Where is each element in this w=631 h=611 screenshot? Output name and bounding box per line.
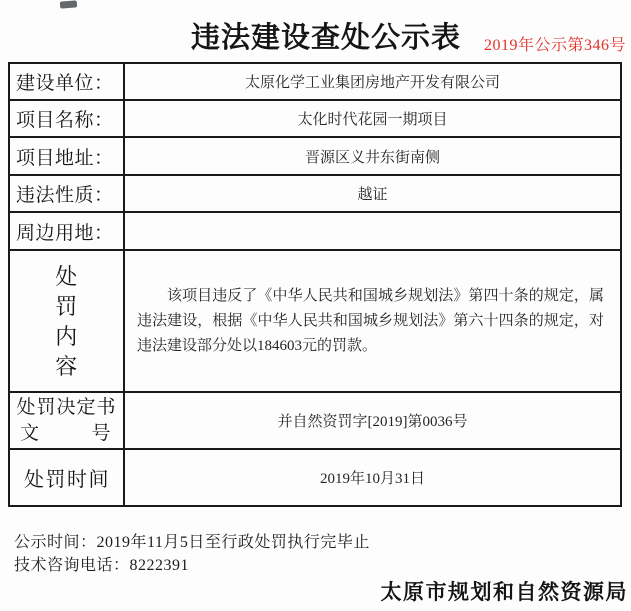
row-label-violation-nature: 违法性质：: [9, 175, 124, 212]
row-label-project-address: 项目地址：: [9, 137, 124, 175]
table-row: [9, 175, 621, 212]
page-title: 违法建设查处公示表: [190, 22, 461, 54]
row-label-project-name: 项目名称：: [9, 100, 124, 137]
issuing-agency: 太原市规划和自然资源局: [380, 580, 628, 604]
decision-doc-number: 并自然资罚字[2019]第0036号: [124, 392, 621, 449]
penalty-content-value-cell: [124, 250, 621, 392]
penalty-content-char: 容: [55, 353, 78, 379]
table-row: [9, 212, 621, 250]
penalty-content-vertical-label: [10, 265, 123, 378]
decision-doc-label-line1: 处罚决定书: [16, 396, 117, 418]
decision-doc-label-cell: [9, 392, 124, 449]
consult-phone-note: 技术咨询电话：8222391: [14, 557, 190, 574]
table-row-decision-doc: [9, 392, 621, 449]
notice-table: [8, 62, 622, 507]
penalty-content-char: 罚: [55, 293, 78, 319]
penalty-content-text: 该项目违反了《中华人民共和国城乡规划法》第四十条的规定，属违法建设，根据《中华人民共和国城乡规划法》第六十四条的规定，对违法建设部分处以184603元的罚款。: [137, 287, 604, 354]
row-value-construction-unit: 太原化学工业集团房地产开发有限公司: [124, 63, 621, 100]
row-value-project-name: 太化时代花园一期项目: [124, 100, 621, 137]
table-row: [9, 100, 621, 137]
table-row-penalty-content: [9, 250, 621, 392]
notice-number: 2019年公示第346号: [483, 37, 626, 54]
row-value-violation-nature: 越证: [124, 175, 621, 212]
penalty-content-char: 处: [55, 263, 78, 289]
decision-doc-label-line2: [10, 421, 123, 447]
decision-doc-label-char-hao: 号: [91, 422, 111, 444]
scan-artifact-mark: [60, 0, 77, 8]
table-row: [9, 137, 621, 175]
decision-doc-label-char-wen: 文: [20, 422, 40, 444]
publicity-period-note: 公示时间：2019年11月5日至行政处罚执行完毕止: [14, 534, 370, 551]
penalty-content-label-cell: [9, 250, 124, 392]
penalty-time-value: 2019年10月31日: [124, 449, 621, 506]
penalty-time-label: 处罚时间: [9, 449, 124, 506]
table-row-penalty-time: [9, 449, 621, 506]
penalty-content-char: 内: [55, 323, 78, 349]
row-value-surrounding-land: [124, 212, 621, 250]
row-label-surrounding-land: 周边用地：: [9, 212, 124, 250]
row-label-construction-unit: 建设单位：: [9, 63, 124, 100]
row-value-project-address: 晋源区义井东街南侧: [124, 137, 621, 175]
table-row: [9, 63, 621, 100]
